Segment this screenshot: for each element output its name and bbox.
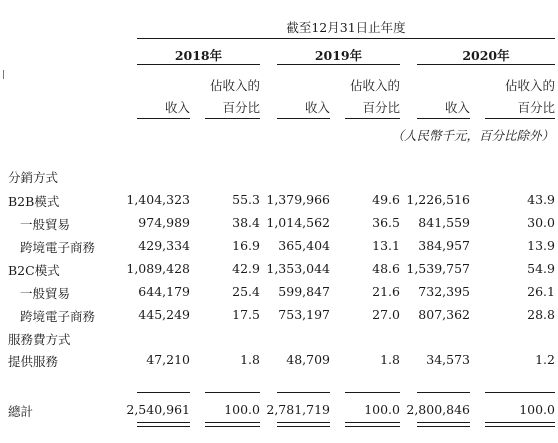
cell-pct-2019: 36.5 xyxy=(372,215,400,230)
cell-pct-2020: 43.9 xyxy=(527,192,555,207)
cell-pct-2018: 1.8 xyxy=(240,352,260,367)
row-label: 分銷方式 xyxy=(8,170,59,185)
cell-pct-2019: 49.6 xyxy=(372,192,400,207)
total-label: 總計 xyxy=(8,404,34,419)
col-header-revenue: 收入 xyxy=(164,100,190,115)
cell-pct-2018: 55.3 xyxy=(232,192,260,207)
period-heading: 截至12月31日止年度 xyxy=(286,20,406,35)
cell-rev-2019: 48,709 xyxy=(286,352,330,367)
cell-rev-2019: 1,379,966 xyxy=(266,192,330,207)
total-pct-2020: 100.0 xyxy=(519,402,555,417)
total-double-rule xyxy=(205,422,260,423)
cell-rev-2019: 753,197 xyxy=(278,307,330,322)
col-rule xyxy=(205,118,260,119)
col-header-share-line1: 佔收入的 xyxy=(209,78,260,93)
cell-rev-2020: 841,559 xyxy=(418,215,470,230)
col-rule xyxy=(277,118,330,119)
col-header-share-line2: 百分比 xyxy=(222,100,260,115)
margin-mark xyxy=(3,70,8,79)
row-label: B2C模式 xyxy=(8,263,60,278)
total-double-rule xyxy=(205,426,260,427)
cell-pct-2019: 27.0 xyxy=(372,307,400,322)
cell-rev-2020: 732,395 xyxy=(418,284,470,299)
year-rule-2018 xyxy=(137,64,260,65)
total-double-rule xyxy=(345,426,400,427)
subtotal-rule xyxy=(277,392,330,393)
subtotal-rule xyxy=(137,392,190,393)
cell-rev-2018: 1,089,428 xyxy=(126,261,190,276)
cell-pct-2020: 1.2 xyxy=(535,352,555,367)
cell-pct-2020: 13.9 xyxy=(527,238,555,253)
cell-pct-2020: 26.1 xyxy=(527,284,555,299)
cell-pct-2020: 54.9 xyxy=(527,261,555,276)
cell-rev-2020: 1,226,516 xyxy=(406,192,470,207)
total-double-rule xyxy=(345,422,400,423)
total-double-rule xyxy=(417,426,470,427)
cell-rev-2018: 644,179 xyxy=(138,284,190,299)
cell-rev-2018: 1,404,323 xyxy=(126,192,190,207)
cell-rev-2018: 445,249 xyxy=(138,307,190,322)
cell-rev-2019: 365,404 xyxy=(278,238,330,253)
cell-pct-2019: 1.8 xyxy=(380,352,400,367)
cell-pct-2018: 42.9 xyxy=(232,261,260,276)
total-double-rule xyxy=(417,422,470,423)
cell-pct-2018: 17.5 xyxy=(232,307,260,322)
cell-pct-2018: 38.4 xyxy=(232,215,260,230)
total-double-rule xyxy=(277,426,330,427)
cell-pct-2020: 28.8 xyxy=(527,307,555,322)
year-header-2019: 2019年 xyxy=(314,48,363,63)
subtotal-rule xyxy=(417,392,470,393)
cell-pct-2019: 13.1 xyxy=(372,238,400,253)
row-label: 服務費方式 xyxy=(8,332,71,347)
cell-rev-2019: 599,847 xyxy=(278,284,330,299)
row-label: 跨境電子商務 xyxy=(20,309,96,324)
cell-rev-2019: 1,014,562 xyxy=(266,215,330,230)
col-rule xyxy=(485,118,555,119)
year-header-2018: 2018年 xyxy=(174,48,223,63)
cell-pct-2019: 21.6 xyxy=(372,284,400,299)
col-header-revenue: 收入 xyxy=(444,100,470,115)
cell-rev-2020: 34,573 xyxy=(426,352,470,367)
year-rule-2020 xyxy=(417,64,555,65)
cell-rev-2018: 429,334 xyxy=(138,238,190,253)
row-label: 提供服務 xyxy=(8,354,59,369)
col-header-share-line1: 佔收入的 xyxy=(504,78,555,93)
cell-pct-2019: 48.6 xyxy=(372,261,400,276)
cell-pct-2018: 16.9 xyxy=(232,238,260,253)
cell-rev-2020: 807,362 xyxy=(418,307,470,322)
col-header-share-line2: 百分比 xyxy=(517,100,555,115)
col-rule xyxy=(345,118,400,119)
cell-rev-2020: 1,539,757 xyxy=(406,261,470,276)
subtotal-rule xyxy=(205,392,260,393)
cell-pct-2020: 30.0 xyxy=(527,215,555,230)
total-double-rule xyxy=(137,422,190,423)
col-rule xyxy=(137,118,190,119)
total-double-rule xyxy=(277,422,330,423)
col-header-revenue: 收入 xyxy=(304,100,330,115)
col-header-share-line2: 百分比 xyxy=(362,100,400,115)
subtotal-rule xyxy=(345,392,400,393)
total-rev-2020: 2,800,846 xyxy=(406,402,470,417)
cell-pct-2018: 25.4 xyxy=(232,284,260,299)
unit-note: （人民幣千元，百分比除外） xyxy=(391,128,554,143)
col-rule xyxy=(417,118,470,119)
cell-rev-2020: 384,957 xyxy=(418,238,470,253)
period-rule xyxy=(137,38,555,39)
row-label: 一般貿易 xyxy=(20,217,71,232)
total-double-rule xyxy=(137,426,190,427)
row-label: 跨境電子商務 xyxy=(20,240,96,255)
total-pct-2019: 100.0 xyxy=(364,402,400,417)
total-rev-2019: 2,781,719 xyxy=(266,402,330,417)
year-header-2020: 2020年 xyxy=(462,48,510,63)
row-label: B2B模式 xyxy=(8,194,60,209)
total-double-rule xyxy=(485,422,555,423)
cell-rev-2018: 47,210 xyxy=(146,352,190,367)
cell-rev-2018: 974,989 xyxy=(138,215,190,230)
total-double-rule xyxy=(485,426,555,427)
col-header-share-line1: 佔收入的 xyxy=(349,78,400,93)
year-rule-2019 xyxy=(277,64,400,65)
subtotal-rule xyxy=(485,392,555,393)
total-pct-2018: 100.0 xyxy=(224,402,260,417)
total-rev-2018: 2,540,961 xyxy=(126,402,190,417)
row-label: 一般貿易 xyxy=(20,286,71,301)
cell-rev-2019: 1,353,044 xyxy=(266,261,330,276)
